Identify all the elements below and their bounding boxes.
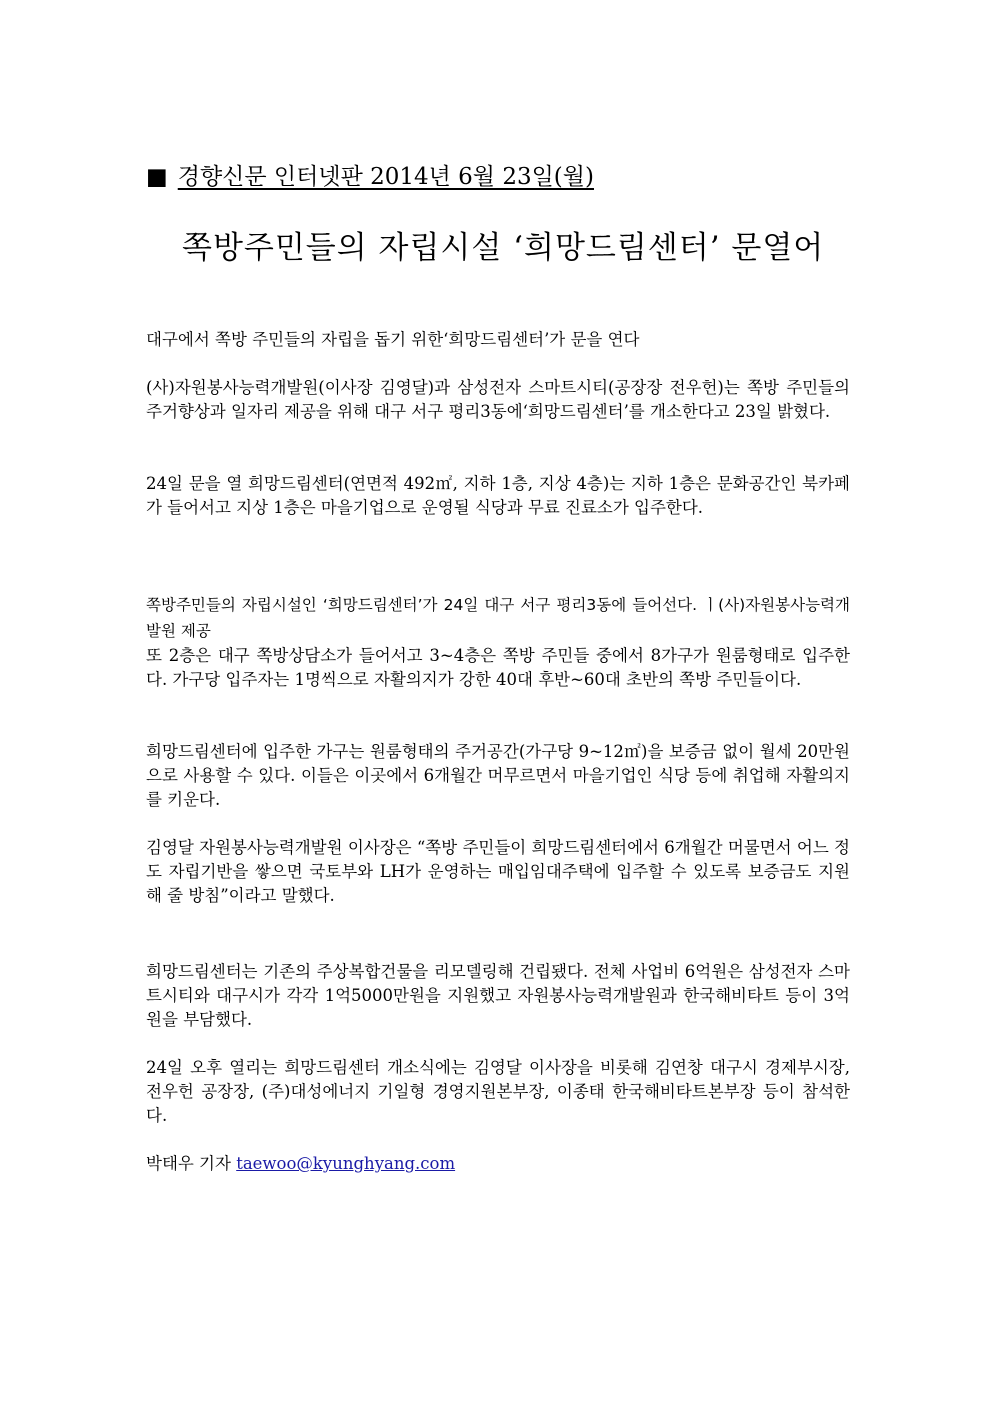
paragraph-2: 24일 문을 열 희망드림센터(연면적 492㎡, 지하 1층, 지상 4층)는 지하 1층은 문화공간인 북카페가 들어서고 지상 1층은 마을기업으로 운영될 식당과 무료 진료소가 입주한다. bbox=[146, 474, 850, 517]
source-text: 경향신문 인터넷판 2014년 6월 23일(월) bbox=[177, 164, 594, 190]
paragraph-6: 희망드림센터는 기존의 주상복합건물을 리모델링해 건립됐다. 전체 사업비 6억원은 삼성전자 스마트시티와 대구시가 각각 1억5000만원을 지원했고 자원봉사능력개발원과 한국해비타트 등이 3억원을 부담했다. bbox=[146, 962, 850, 1029]
source-line bbox=[146, 160, 594, 194]
paragraph-7: 24일 오후 열리는 희망드림센터 개소식에는 김영달 이사장을 비롯해 김연창 대구시 경제부시장, 전우헌 공장장, (주)대성에너지 기일형 경영지원본부장, 이종태 한국해비타트본부장 등이 참석한다. bbox=[146, 1058, 850, 1125]
paragraph-1: (사)자원봉사능력개발원(이사장 김영달)과 삼성전자 스마트시티(공장장 전우헌)는 쪽방 주민들의 주거향상과 일자리 제공을 위해 대구 서구 평리3동에‘희망드림센터’를 개소한다고 23일 밝혔다. bbox=[146, 378, 850, 421]
paragraph-4: 희망드림센터에 입주한 가구는 원룸형태의 주거공간(가구당 9~12㎡)을 보증금 없이 월세 20만원으로 사용할 수 있다. 이들은 이곳에서 6개월간 머무르면서 마을기업인 식당 등에 취업해 자활의지를 키운다. bbox=[146, 742, 850, 809]
byline-email-link[interactable]: taewoo@kyunghyang.com bbox=[236, 1154, 456, 1173]
article-subhead: 대구에서 쪽방 주민들의 자립을 돕기 위한‘희망드림센터’가 문을 연다 bbox=[146, 330, 640, 349]
byline bbox=[146, 1152, 455, 1176]
paragraph-5: 김영달 자원봉사능력개발원 이사장은 “쪽방 주민들이 희망드림센터에서 6개월간 머물면서 어느 정도 자립기반을 쌓으면 국토부와 LH가 운영하는 매입임대주택에 입주할 수 있도록 보증금도 지원해 줄 방침”이라고 말했다. bbox=[146, 838, 850, 905]
byline-author: 박태우 기자 bbox=[146, 1154, 231, 1173]
article-headline: 쪽방주민들의 자립시설 ‘희망드림센터’ 문열어 bbox=[182, 230, 825, 266]
paragraph-3: 또 2층은 대구 쪽방상담소가 들어서고 3~4층은 쪽방 주민들 중에서 8가구가 원룸형태로 입주한다. 가구당 입주자는 1명씩으로 자활의지가 강한 40대 후반~60대 초반의 쪽방 주민들이다. bbox=[146, 646, 850, 689]
square-bullet-icon: ■ bbox=[146, 164, 168, 190]
photo-caption: 쪽방주민들의 자립시설인 ‘희망드림센터’가 24일 대구 서구 평리3동에 들어선다. ㅣ(사)자원봉사능력개발원 제공 bbox=[146, 596, 850, 640]
